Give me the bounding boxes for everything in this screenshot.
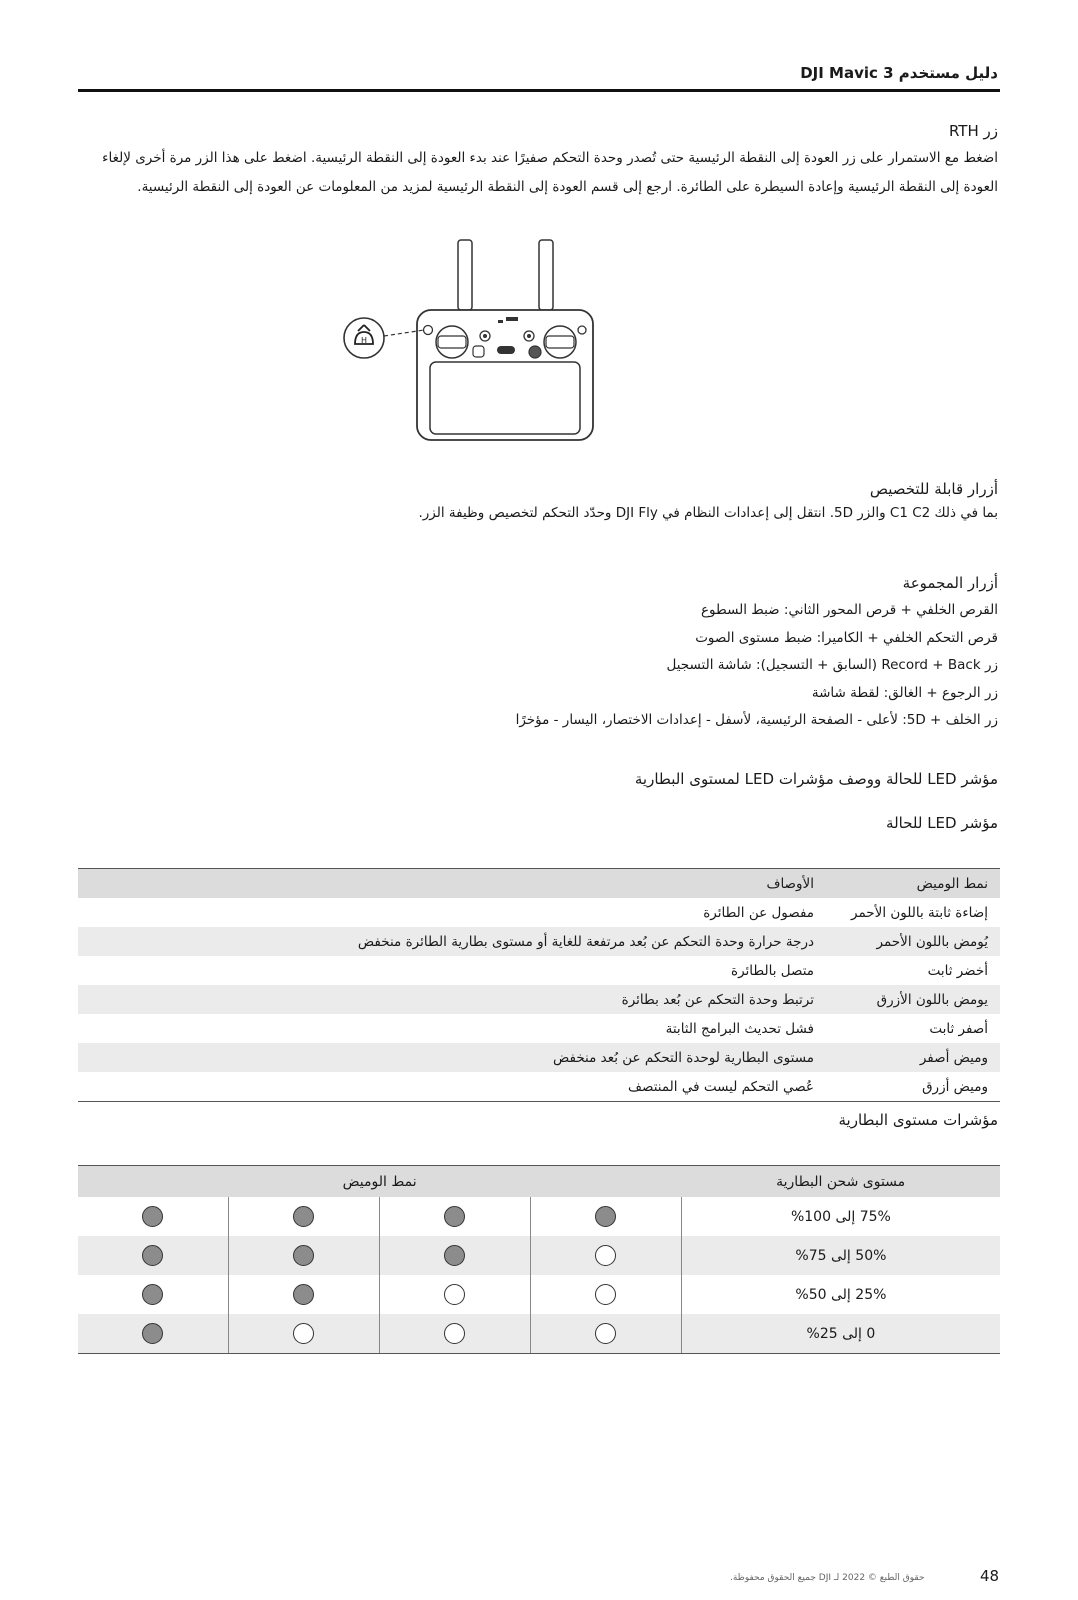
controller-screen — [430, 362, 580, 434]
led-cell — [379, 1275, 530, 1314]
led-on-icon — [142, 1284, 163, 1305]
led-off-icon — [293, 1323, 314, 1344]
led-cell — [78, 1197, 228, 1236]
battery-level-table — [78, 1165, 1000, 1354]
led-cell — [228, 1197, 379, 1236]
status-led-heading: مؤشر LED للحالة — [886, 814, 998, 832]
table-row — [78, 1314, 1000, 1354]
battery-level-label: 50% إلى 75% — [681, 1236, 1000, 1275]
led-cell — [530, 1314, 681, 1354]
pattern-cell: يُومض باللون الأحمر — [826, 927, 1000, 956]
table-row — [78, 956, 1000, 985]
5d-button — [529, 346, 541, 358]
led-cell — [530, 1197, 681, 1236]
pattern-cell: أخضر ثابت — [927, 962, 988, 979]
header-divider — [78, 89, 1000, 92]
right-antenna — [539, 240, 553, 310]
led-off-icon — [595, 1245, 616, 1266]
led-cell — [228, 1275, 379, 1314]
pattern-cell: أصفر ثابت — [929, 1020, 988, 1037]
table-row — [78, 985, 1000, 1014]
description-cell: متصل بالطائرة — [731, 962, 814, 979]
led-status-table — [78, 868, 1000, 1102]
description-cell: درجة حرارة وحدة التحكم عن بُعد مرتفعة للغاية أو مستوى بطارية الطائرة منخفض — [78, 927, 826, 956]
mode-switch — [497, 346, 515, 354]
led-cell — [228, 1314, 379, 1354]
led-cell — [78, 1314, 228, 1354]
led-section-heading: مؤشر LED للحالة ووصف مؤشرات LED لمستوى البطارية — [634, 770, 998, 788]
combo-item: القرص الخلفي + قرص المحور الثاني: ضبط السطوع — [700, 602, 998, 618]
remote-controller-illustration — [330, 232, 630, 447]
battery-heading: مؤشرات مستوى البطارية — [838, 1111, 998, 1129]
table-row — [78, 898, 1000, 927]
pattern-cell: إضاءة ثابتة باللون الأحمر — [851, 904, 988, 921]
rth-paragraph: اضغط مع الاستمرار على زر العودة إلى النقطة الرئيسية حتى تُصدر وحدة التحكم صفيرًا عند بدء العودة إلى النقطة الرئيسية. اضغط على هذا الزر مرة أخرى لإلغاء العودة إلى النقطة الرئيسية وإعادة السيطرة على الطائرة. ارجع إلى قسم العودة إلى النقطة الرئيسية لمزيد من المعلومات عن العودة إلى النقطة الرئيسية. — [102, 150, 998, 195]
led-on-icon — [444, 1206, 465, 1227]
led-cell — [530, 1236, 681, 1275]
led-cell — [228, 1236, 379, 1275]
description-cell: مفصول عن الطائرة — [703, 904, 814, 921]
led-cell — [379, 1314, 530, 1354]
battery-level-label: 0 إلى 25% — [681, 1314, 1000, 1354]
rth-heading: زر RTH — [948, 122, 998, 140]
footer-copyright: حقوق الطبع © 2022 لـ DJI جميع الحقوق محفوظة. — [730, 1573, 925, 1583]
custom-heading: أزرار قابلة للتخصيص — [869, 480, 998, 498]
pattern-cell: وميض أزرق — [826, 1072, 1000, 1102]
header-description: الأوصاف — [78, 869, 826, 899]
table-row — [78, 1014, 1000, 1043]
led-cell — [379, 1236, 530, 1275]
svg-text:H: H — [360, 336, 368, 345]
led-cell — [379, 1197, 530, 1236]
led-on-icon — [142, 1206, 163, 1227]
led-on-icon — [293, 1284, 314, 1305]
combo-item: زر الخلف + 5D: لأعلى - الصفحة الرئيسية، لأسفل - إعدادات الاختصار، اليسار - مؤخرًا — [515, 712, 998, 728]
page-number: 48 — [980, 1567, 1000, 1585]
custom-paragraph: بما في ذلك C1 C2 والزر 5D. انتقل إلى إعدادات النظام في DJI Fly وحدّد التحكم لتخصيص وظيفة الزر. — [418, 505, 998, 521]
led-on-icon — [293, 1245, 314, 1266]
table-header-row — [78, 869, 1000, 899]
led-off-icon — [444, 1284, 465, 1305]
left-antenna — [458, 240, 472, 310]
description-cell: فشل تحديث البرامج الثابتة — [665, 1020, 814, 1037]
table-row — [78, 1072, 1000, 1102]
description-cell: ترتبط وحدة التحكم عن بُعد بطائرة — [78, 985, 826, 1014]
led-on-icon — [142, 1245, 163, 1266]
led-on-icon — [595, 1206, 616, 1227]
led-on-icon — [293, 1206, 314, 1227]
table-row — [78, 1236, 1000, 1275]
table-row — [78, 1275, 1000, 1314]
led-cell — [530, 1275, 681, 1314]
led-cell — [78, 1236, 228, 1275]
battery-level-label: 25% إلى 50% — [795, 1286, 887, 1303]
combo-item: زر الرجوع + الغالق: لقطة شاشة — [811, 685, 998, 701]
battery-level-label: 75% إلى 100% — [790, 1208, 891, 1225]
header-pattern: نمط الوميض — [78, 1166, 681, 1198]
led-off-icon — [595, 1323, 616, 1344]
led-on-icon — [444, 1245, 465, 1266]
table-row — [78, 1043, 1000, 1072]
combos-heading: أزرار المجموعة — [902, 574, 998, 592]
header-title: دليل مستخدم DJI Mavic 3 — [800, 64, 998, 82]
header-level: مستوى شحن البطارية — [681, 1166, 1000, 1198]
rth-button — [424, 326, 433, 335]
pattern-cell: وميض أصفر — [826, 1043, 1000, 1072]
led-on-icon — [142, 1323, 163, 1344]
led-cell — [78, 1275, 228, 1314]
header-pattern: نمط الوميض — [826, 869, 1000, 899]
table-header-row — [78, 1166, 1000, 1198]
table-row — [78, 1197, 1000, 1236]
combo-item: زر Record + Back (السابق + التسجيل): شاشة التسجيل — [666, 657, 998, 673]
description-cell: مستوى البطارية لوحدة التحكم عن بُعد منخفض — [78, 1043, 826, 1072]
pattern-cell: يومض باللون الأزرق — [826, 985, 1000, 1014]
description-cell: عُصي التحكم ليست في المنتصف — [78, 1072, 826, 1102]
combo-item: قرص التحكم الخلفي + الكاميرا: ضبط مستوى الصوت — [695, 630, 998, 646]
led-off-icon — [444, 1323, 465, 1344]
table-row — [78, 927, 1000, 956]
led-off-icon — [595, 1284, 616, 1305]
